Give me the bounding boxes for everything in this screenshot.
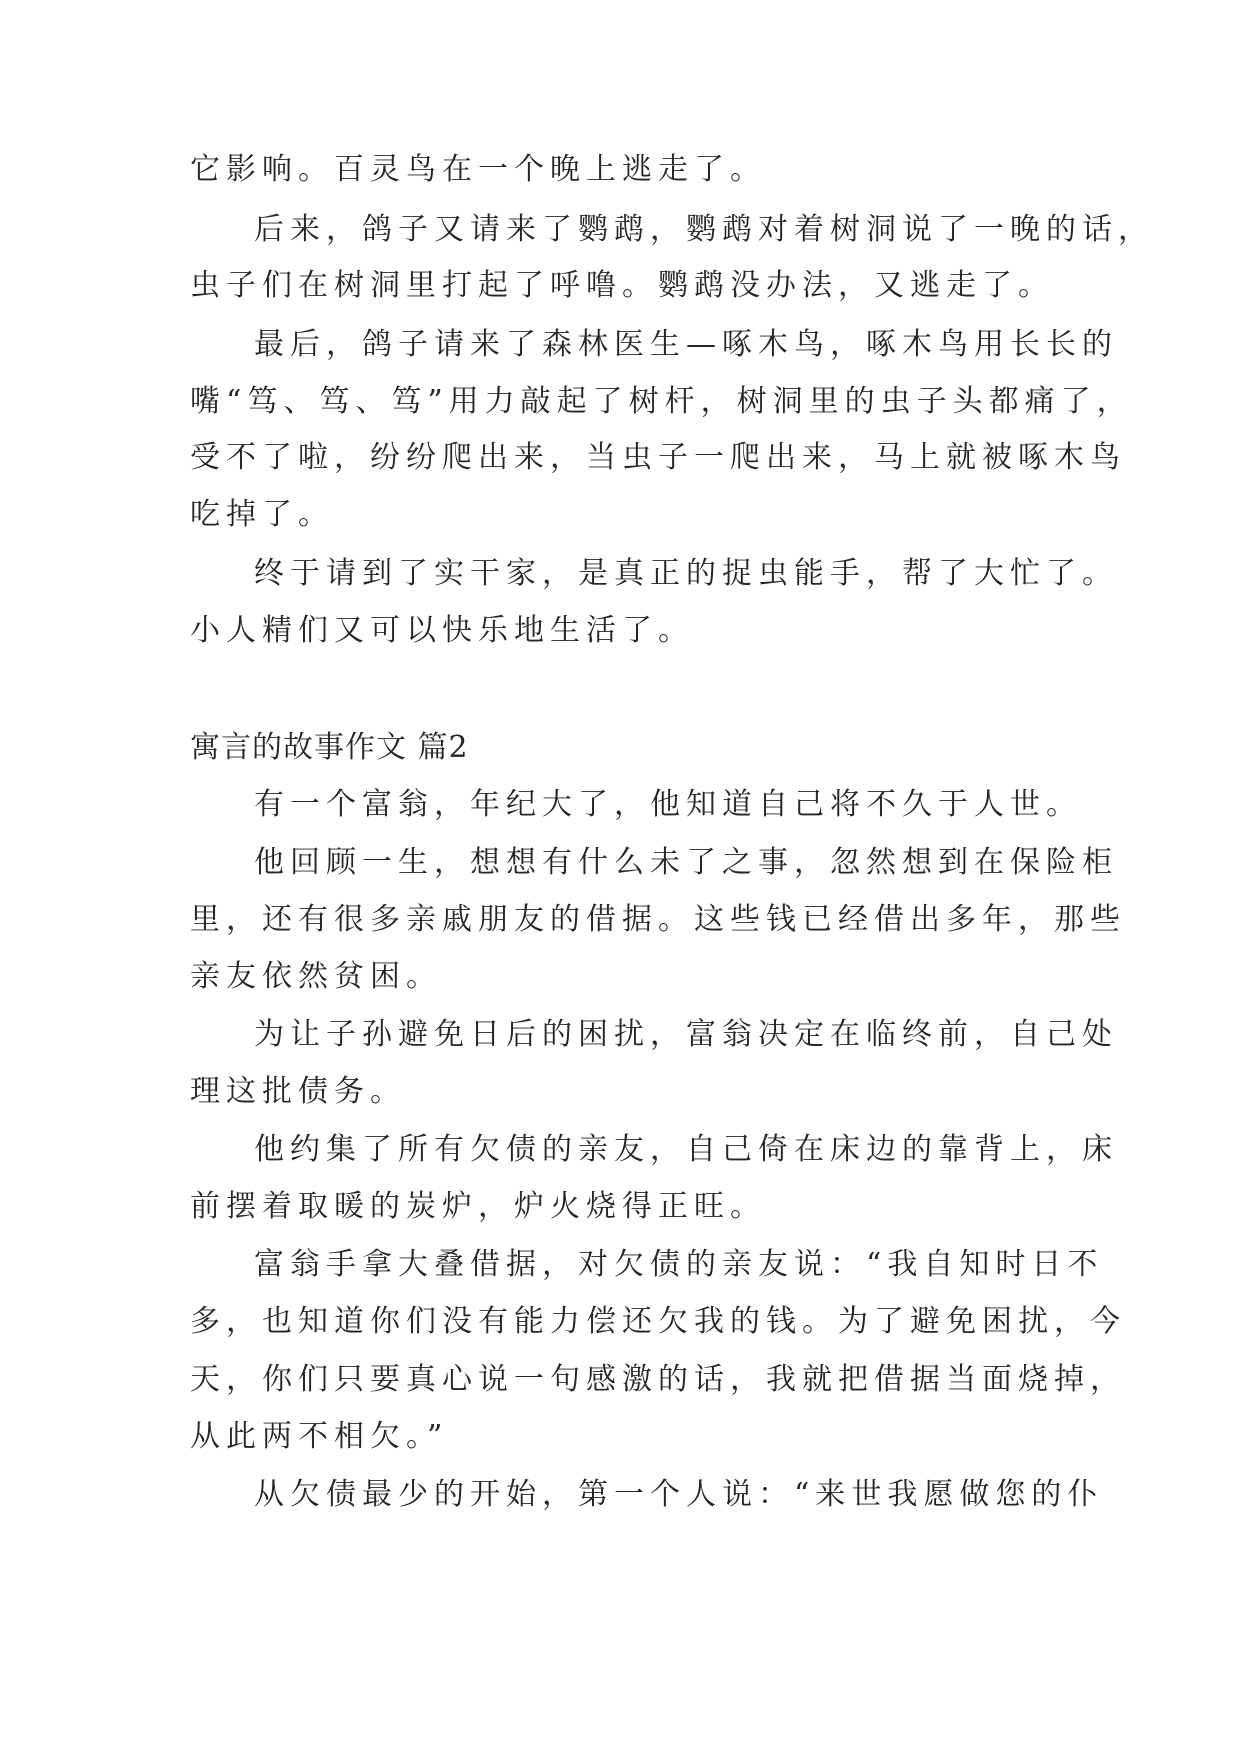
paragraph-line: 从此两不相欠。” <box>190 1419 449 1454</box>
paragraph-line: 虫子们在树洞里打起了呼噜。鹦鹉没办法，又逃走了。 <box>190 268 1054 303</box>
paragraph-line: 它影响。百灵鸟在一个晚上逃走了。 <box>190 152 766 187</box>
paragraph-line: 吃掉了。 <box>190 497 334 532</box>
paragraph-line: 多，也知道你们没有能力偿还欠我的钱。为了避免困扰，今 <box>190 1304 1126 1339</box>
paragraph-line: 小人精们又可以快乐地生活了。 <box>190 613 694 648</box>
paragraph-line: 受不了啦，纷纷爬出来，当虫子一爬出来，马上就被啄木鸟 <box>190 440 1126 475</box>
paragraph-line: 他约集了所有欠债的亲友，自己倚在床边的靠背上，床 <box>254 1132 1118 1167</box>
paragraph-line: 前摆着取暖的炭炉，炉火烧得正旺。 <box>190 1189 766 1224</box>
paragraph-line: 终于请到了实干家，是真正的捉虫能手，帮了大忙了。 <box>254 556 1118 591</box>
section-heading: 寓言的故事作文 篇2 <box>190 730 469 765</box>
paragraph-line: 最后，鸽子请来了森林医生—啄木鸟，啄木鸟用长长的 <box>254 327 1118 362</box>
paragraph-line: 后来，鸽子又请来了鹦鹉，鹦鹉对着树洞说了一晚的话， <box>254 212 1154 247</box>
paragraph-line: 富翁手拿大叠借据，对欠债的亲友说：“我自知时日不 <box>254 1247 1104 1282</box>
paragraph-line: 天，你们只要真心说一句感激的话，我就把借据当面烧掉， <box>190 1362 1126 1397</box>
paragraph-line: 亲友依然贫困。 <box>190 959 442 994</box>
paragraph-line: 他回顾一生，想想有什么未了之事，忽然想到在保险柜 <box>254 845 1118 880</box>
paragraph-line: 理这批债务。 <box>190 1074 406 1109</box>
paragraph-line: 为让子孙避免日后的困扰，富翁决定在临终前，自己处 <box>254 1017 1118 1052</box>
paragraph-line: 有一个富翁，年纪大了，他知道自己将不久于人世。 <box>254 787 1082 822</box>
paragraph-line: 从欠债最少的开始，第一个人说：“来世我愿做您的仆 <box>254 1477 1104 1512</box>
paragraph-line: 里，还有很多亲戚朋友的借据。这些钱已经借出多年，那些 <box>190 902 1126 937</box>
paragraph-line: 嘴“笃、笃、笃”用力敲起了树杆，树洞里的虫子头都痛了， <box>190 384 1133 419</box>
